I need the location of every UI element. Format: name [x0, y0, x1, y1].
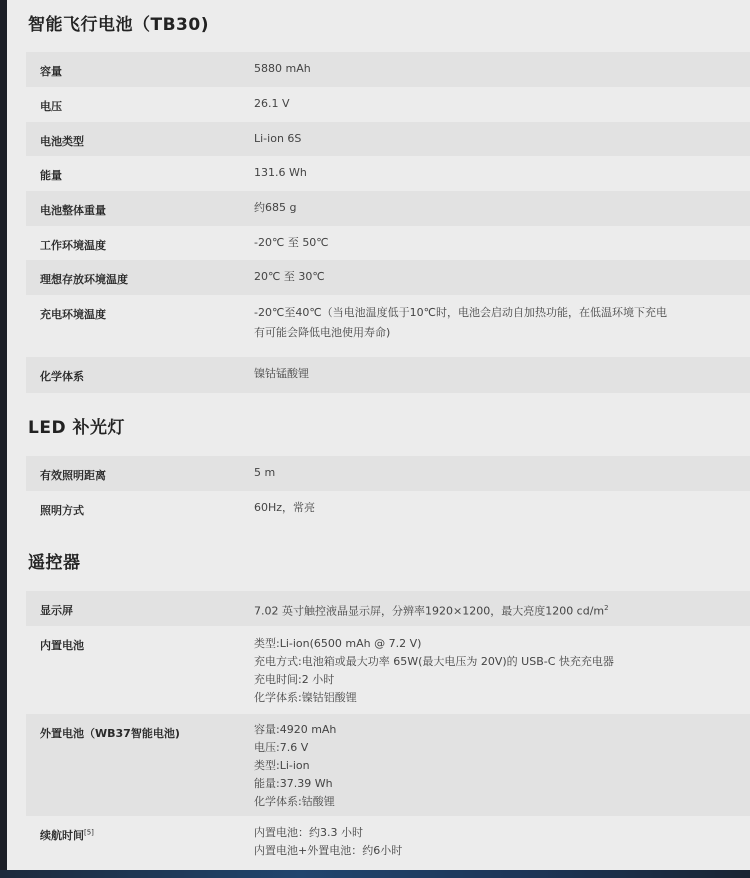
left-edge-bar	[0, 0, 7, 878]
spec-row	[26, 456, 750, 491]
spec-value: 60Hz，常亮	[254, 501, 316, 514]
spec-row	[26, 816, 750, 870]
bottom-edge-bar	[0, 870, 750, 878]
spec-value: -20℃至40℃（当电池温度低于10℃时，电池会启动自加热功能，在低温环境下充电 有可能会降低电池使用寿命)	[254, 306, 668, 339]
spec-label: 工作环境温度	[40, 239, 106, 252]
spec-label: 能量	[40, 169, 62, 182]
spec-row	[26, 626, 750, 714]
spec-label: 电压	[40, 100, 62, 113]
spec-label: 理想存放环境温度	[40, 273, 128, 286]
spec-value: 类型:Li-ion(6500 mAh @ 7.2 V) 充电方式:电池箱或最大功率 65W(最大电压为 20V)的 USB-C 快充充电器 充电时间:2 小时 化学体系:镍钴铝酸锂	[254, 637, 614, 704]
spec-value: 20℃ 至 30℃	[254, 270, 325, 283]
spec-value: 约685 g	[254, 201, 297, 214]
spec-row	[26, 491, 750, 527]
spec-row	[26, 52, 750, 87]
spec-row	[26, 87, 750, 122]
spec-label: 照明方式	[40, 504, 84, 517]
section-title-remote: 遥控器	[28, 553, 81, 573]
spec-label: 容量	[40, 65, 62, 78]
spec-value: -20℃ 至 50℃	[254, 236, 329, 249]
spec-row	[26, 260, 750, 295]
spec-value: 131.6 Wh	[254, 166, 307, 179]
spec-value: 5880 mAh	[254, 62, 311, 75]
spec-label: 充电环境温度	[40, 308, 106, 321]
spec-row	[26, 357, 750, 393]
spec-value: 26.1 V	[254, 97, 290, 110]
spec-row	[26, 714, 750, 816]
spec-label: 内置电池	[40, 639, 84, 652]
spec-label: 电池整体重量	[40, 204, 106, 217]
spec-label: 外置电池（WB37智能电池)	[40, 727, 180, 740]
spec-row	[26, 122, 750, 156]
spec-label: 续航时间[5]	[40, 828, 94, 842]
spec-row	[26, 295, 750, 357]
spec-row	[26, 156, 750, 191]
spec-value: 容量:4920 mAh 电压:7.6 V 类型:Li-ion 能量:37.39 Wh 化学体系:钴酸锂	[254, 723, 337, 808]
spec-label: 化学体系	[40, 370, 84, 383]
spec-label: 显示屏	[40, 604, 73, 617]
spec-value: 5 m	[254, 466, 276, 479]
spec-label: 电池类型	[40, 135, 84, 148]
spec-value: Li-ion 6S	[254, 132, 302, 145]
spec-value: 7.02 英寸触控液晶显示屏，分辨率1920×1200，最大亮度1200 $cd/m^2$	[254, 604, 609, 618]
spec-row	[26, 591, 750, 626]
section-title-battery: 智能飞行电池（TB30)	[28, 15, 209, 35]
spec-label: 有效照明距离	[40, 469, 106, 482]
section-title-led: LED 补光灯	[28, 418, 125, 438]
spec-value: 内置电池：约3.3 小时 内置电池+外置电池：约6小时	[254, 826, 403, 857]
spec-value: 镍钴锰酸锂	[254, 367, 309, 380]
spec-row	[26, 191, 750, 226]
spec-row	[26, 226, 750, 260]
